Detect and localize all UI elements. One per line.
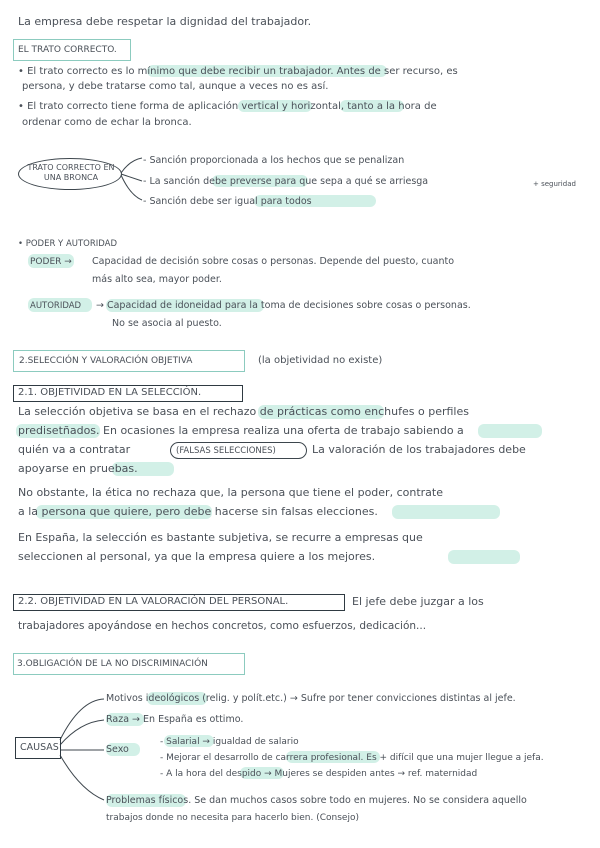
text-line: seleccionen al personal, ya que la empresa quiere a los mejores. (18, 550, 376, 563)
text-line: a la persona que quiere, pero debe hacerse sin falsas elecciones. (18, 505, 378, 518)
text-line: Capacidad de decisión sobre cosas o personas. Depende del puesto, cuanto (92, 256, 455, 267)
subheading-valoracion: 2.2. OBJETIVIDAD EN LA VALORACIÓN DEL PERSONAL. (18, 596, 289, 607)
text-line: Raza → En España es ottimo. (106, 714, 244, 725)
text-line: persona, y debe tratarse como tal, aunque a veces no es así. (22, 81, 329, 92)
text-line: trabajadores apoyándose en hechos concretos, como esfuerzos, dedicación... (18, 620, 427, 632)
text-line: • El trato correcto tiene forma de aplicación vertical y horizontal, tanto a la hora de (18, 101, 437, 112)
autoridad-label: AUTORIDAD (30, 301, 82, 311)
text-line: Problemas físicos. Se dan muchos casos sobre todo en mujeres. No se considera aquello (106, 795, 527, 806)
text-line: apoyarse en pruebas. (18, 462, 138, 475)
text-line: - A la hora del despido → Mujeres se despiden antes → ref. maternidad (160, 769, 478, 779)
text-line: - Salarial → igualdad de salario (160, 737, 299, 747)
subheading-seleccion: 2.1. OBJETIVIDAD EN LA SELECCIÓN. (18, 387, 202, 398)
text-line: Motivos ideológicos (relig. y polít.etc.) → Sufre por tener convicciones distintas al jefe. (106, 693, 516, 704)
text-line: La valoración de los trabajadores debe (312, 443, 526, 456)
text-line: - La sanción debe preverse para que sepa a qué se arriesga (143, 176, 429, 187)
text-line: + seguridad (533, 180, 576, 188)
text-line: No se asocia al puesto. (112, 318, 222, 329)
text-line: trabajos donde no necesita para hacerlo bien. (Consejo) (106, 813, 359, 823)
section-heading-discriminacion: 3.OBLIGACIÓN DE LA NO DISCRIMINACIÓN (17, 659, 208, 669)
causas-label: CAUSAS (20, 742, 59, 753)
text-line: predisetñados. En ocasiones la empresa realiza una oferta de trabajo sabiendo a (18, 424, 464, 437)
text-line: quién va a contratar (18, 443, 131, 456)
text-line: más alto sea, mayor poder. (92, 274, 222, 285)
section-heading-seleccion: 2.SELECCIÓN Y VALORACIÓN OBJETIVA (19, 356, 193, 366)
text-line: El jefe debe juzgar a los (352, 595, 484, 608)
text-line: No obstante, la ética no rechaza que, la persona que tiene el poder, contrate (18, 486, 443, 499)
section-heading-poder: • PODER Y AUTORIDAD (18, 239, 118, 249)
text-line: → Capacidad de idoneidad para la toma de decisiones sobre cosas o personas. (96, 300, 471, 311)
text-line: La selección objetiva se basa en el rechazo de prácticas como enchufes o perfiles (18, 405, 469, 418)
text-line: En España, la selección es bastante subjetiva, se recurre a empresas que (18, 531, 423, 544)
section-heading-trato: EL TRATO CORRECTO. (18, 45, 117, 55)
text-line: - Sanción proporcionada a los hechos que se penalizan (143, 155, 405, 166)
section-note: (la objetividad no existe) (258, 355, 383, 366)
oval-label: TRATO CORRECTO EN UNA BRONCA (27, 163, 115, 182)
page-title: La empresa debe respetar la dignidad del trabajador. (18, 15, 312, 28)
pill-text: (FALSAS SELECCIONES) (176, 446, 276, 456)
text-line: - Sanción debe ser igual para todos (143, 196, 312, 207)
text-line: - Mejorar el desarrollo de carrera profesional. Es + difícil que una mujer llegue a jefa. (160, 753, 544, 763)
text-line: ordenar como de echar la bronca. (22, 117, 192, 128)
text-line: • El trato correcto es lo mínimo que debe recibir un trabajador. Antes de ser recurso, es (18, 66, 458, 77)
poder-label: PODER → (30, 257, 72, 267)
text-line: Sexo (106, 744, 129, 755)
